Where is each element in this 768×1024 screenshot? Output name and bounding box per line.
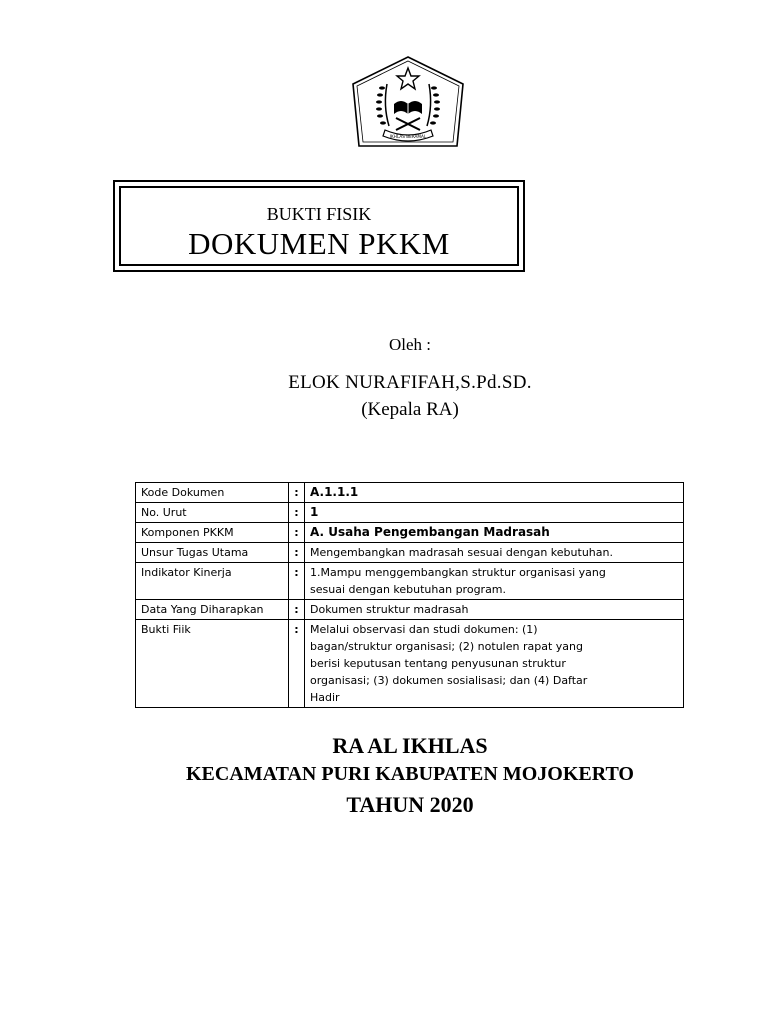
row-value-line: 1 [310,505,319,519]
table-row [136,620,684,708]
row-value-line: organisasi; (3) dokumen sosialisasi; dan (4) Daftar [310,674,588,687]
row-value [305,600,684,620]
row-value-line: Melalui observasi dan studi dokumen: (1) [310,623,538,636]
row-value [305,503,684,523]
row-key: Bukti Fiik [136,620,289,708]
row-value-line: A. Usaha Pengembangan Madrasah [310,525,550,539]
school-name: RA AL IKHLAS [332,733,488,758]
row-key: Indikator Kinerja [136,563,289,600]
row-value [305,543,684,563]
row-separator: : [289,483,305,503]
table-row [136,600,684,620]
row-separator: : [289,563,305,600]
title-box [113,180,525,272]
emblem-banner-text: IKHLAS BERAMAL [389,134,427,139]
row-value-line: A.1.1.1 [310,485,359,499]
by-label: Oleh : [388,335,432,354]
author-name: ELOK NURAFIFAH,S.Pd.SD. [288,372,532,393]
row-value-line: 1.Mampu menggembangkan struktur organisasi yang [310,566,606,579]
table-row [136,503,684,523]
table-row [136,543,684,563]
document-info-table [135,482,684,708]
row-separator: : [289,503,305,523]
row-value-line: Dokumen struktur madrasah [310,603,469,616]
row-key: Data Yang Diharapkan [136,600,289,620]
row-separator: : [289,523,305,543]
row-value [305,483,684,503]
row-value-line: berisi keputusan tentang penyusunan struktur [310,657,566,670]
row-key: Unsur Tugas Utama [136,543,289,563]
year-label: TAHUN 2020 [346,792,474,817]
table-row [136,523,684,543]
row-separator: : [289,600,305,620]
row-value-line: Hadir [310,691,340,704]
row-key: Komponen PKKM [136,523,289,543]
row-separator: : [289,543,305,563]
document-title: DOKUMEN PKKM [188,226,450,261]
row-key: No. Urut [136,503,289,523]
row-separator: : [289,620,305,708]
row-value [305,620,684,708]
row-value-line: bagan/struktur organisasi; (2) notulen rapat yang [310,640,583,653]
author-role: (Kepala RA) [361,399,459,420]
row-key: Kode Dokumen [136,483,289,503]
kemenag-emblem-icon [349,54,467,154]
district-name: KECAMATAN PURI KABUPATEN MOJOKERTO [185,763,634,785]
row-value-line: Mengembangkan madrasah sesuai dengan kebutuhan. [310,546,613,559]
row-value-line: sesuai dengan kebutuhan program. [310,583,507,596]
table-row [136,483,684,503]
row-value [305,563,684,600]
row-value [305,523,684,543]
document-subtitle: BUKTI FISIK [266,204,372,224]
table-row [136,563,684,600]
